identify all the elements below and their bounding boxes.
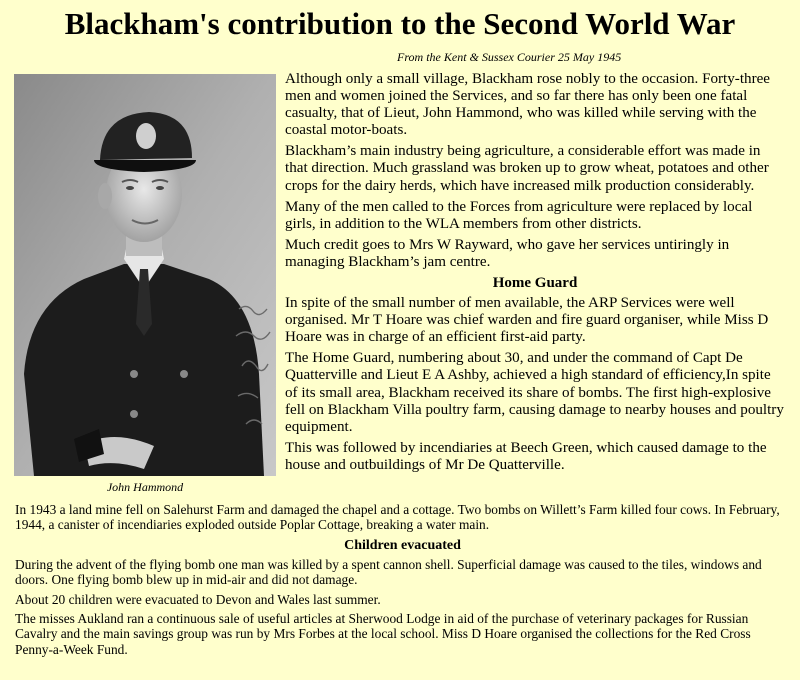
source-citation: From the Kent & Sussex Courier 25 May 1945 <box>397 50 622 64</box>
article-paragraph: Blackham’s main industry being agriculture, a considerable effort was made in that direction. Much grassland was broken up to grow wheat, potatoes and other crops for the dairy herds, which have increased milk production considerably. <box>285 143 769 194</box>
article-paragraph: During the advent of the flying bomb one man was killed by a spent cannon shell. Superficial damage was caused to the tiles, windows and doors. One flying bomb blew up in mid-air and did not damage. <box>15 556 762 588</box>
article-paragraph: Much credit goes to Mrs W Rayward, who gave her services untiringly in managing Blackham’s jam centre. <box>285 236 730 270</box>
article-paragraph: Although only a small village, Blackham rose nobly to the occasion. Forty-three men and women joined the Services, and so far there has only been one fatal casualty, that of Lieut, John Hammond, who was killed while serving with the coastal motor-boats. <box>285 71 770 139</box>
article-paragraph: In 1943 a land mine fell on Salehurst Farm and damaged the chapel and a cottage. Two bombs on Willett’s Farm killed four cows. In February, 1944, a canister of incendiaries exploded outside Poplar Cottage, breaking a water main. <box>15 502 780 533</box>
photo-caption: John Hammond <box>106 480 184 494</box>
portrait-photo <box>14 74 276 476</box>
article-paragraph: In spite of the small number of men available, the ARP Services were well organised. Mr T Hoare was chief warden and fire guard organiser, while Miss D Hoare was in charge of an efficient first-aid party. <box>285 295 769 346</box>
article-paragraph: The Home Guard, numbering about 30, and under the command of Capt De Quatterville and Lieut E A Ashby, achieved a high standard of efficiency,In spite of its small area, Blackham received its share of bombs. The first high-explosive fell on Blackham Villa poultry farm, causing damage to nearby houses and poultry equipment. <box>285 350 784 435</box>
children-evacuated-heading: Children evacuated <box>344 537 461 553</box>
article-paragraph: Many of the men called to the Forces from agriculture were replaced by local girls, in addition to the WLA members from other districts. <box>285 198 753 232</box>
article-column <box>285 71 785 478</box>
article-paragraph: This was followed by incendiaries at Beech Green, which caused damage to the house and outbuildings of Mr De Quatterville. <box>285 439 767 473</box>
portrait-image <box>14 74 276 476</box>
page-title: Blackham's contribution to the Second World War <box>64 6 736 41</box>
article-paragraph: About 20 children were evacuated to Devon and Wales last summer. <box>15 591 381 607</box>
article-full-width <box>15 502 790 661</box>
article-paragraph: The misses Aukland ran a continuous sale of useful articles at Sherwood Lodge in aid of the purchase of veterinary packages for Russian Cavalry and the main savings group was run by Mrs Forbes at the local school. Miss D Hoare organised the collections for the Red Cross Penny-a-Week Fund. <box>15 611 751 657</box>
home-guard-heading: Home Guard <box>492 275 578 292</box>
